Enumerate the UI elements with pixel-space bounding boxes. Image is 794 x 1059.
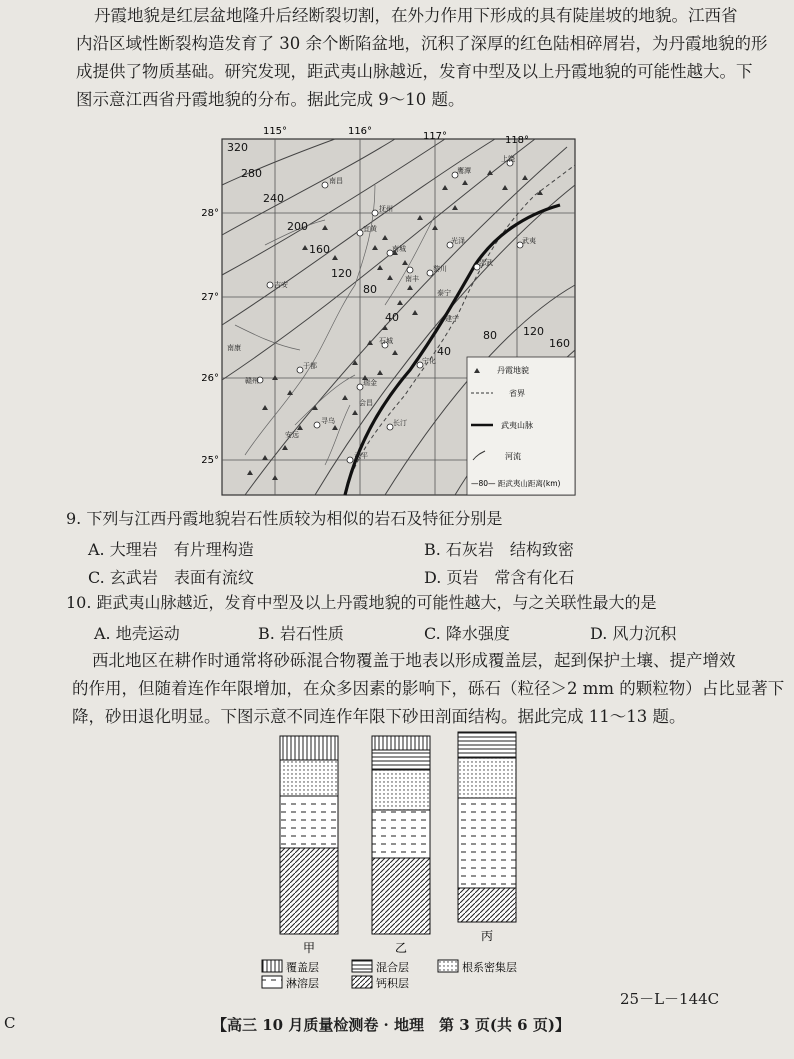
intro-line-3: 成提供了物质基础。研究发现，距武夷山脉越近，发育中型及以上丹霞地貌的可能性越大。下: [76, 62, 753, 81]
place-label: 武夷: [522, 237, 536, 245]
legend-mixed: 混合层: [376, 961, 409, 974]
intro2-line-3: 降，砂田退化明显。下图示意不同连作年限下砂田剖面结构。据此完成 11～13 题。: [72, 707, 686, 726]
place-label: 抚州: [379, 205, 393, 213]
q10-option-d[interactable]: D. 风力沉积: [590, 624, 677, 643]
distance-label: 80: [483, 329, 497, 342]
place-label: 长汀: [393, 419, 407, 427]
place-label: 石城: [379, 337, 393, 345]
legend-wuyi: 武夷山脉: [501, 421, 533, 430]
distance-label: 240: [263, 192, 284, 205]
danxia-distribution-map: [201, 125, 590, 500]
intro-line-2: 内沿区域性断裂构造发育了 30 余个断陷盆地，沉积了深厚的红色陆相碎屑岩，为丹霞地貌的形: [76, 34, 768, 53]
legend-danxia: 丹霞地貌: [497, 366, 529, 375]
distance-label: 320: [227, 141, 248, 154]
distance-label: 280: [241, 167, 262, 180]
distance-label: 40: [385, 311, 399, 324]
lon-label: 118°: [504, 135, 530, 146]
place-label: 寻乌: [321, 417, 335, 425]
place-label: 南城: [392, 245, 406, 253]
legend-calcium: 钙积层: [376, 977, 409, 990]
q9-option-a[interactable]: A. 大理岩 有片理构造: [88, 540, 254, 559]
place-label: 安远: [285, 431, 299, 439]
lat-label: 28°: [201, 208, 219, 219]
distance-label: 160: [549, 337, 570, 350]
place-label: 宁化: [422, 357, 436, 365]
place-label: 邵武: [479, 259, 493, 267]
intro2-line-1: 西北地区在耕作时通常将砂砾混合物覆盖于地表以形成覆盖层，起到保护土壤、提产增效: [92, 651, 736, 670]
footer-left-mark: C: [4, 1014, 16, 1032]
distance-label: 160: [309, 243, 330, 256]
place-label: 鹰潭: [457, 167, 471, 175]
q9-option-c[interactable]: C. 玄武岩 表面有流纹: [88, 568, 254, 587]
q10-stem: 10. 距武夷山脉越近，发育中型及以上丹霞地貌的可能性越大，与之关联性最大的是: [66, 593, 657, 612]
lat-label: 26°: [201, 373, 219, 384]
q10-option-a[interactable]: A. 地壳运动: [94, 624, 180, 643]
q9-option-d[interactable]: D. 页岩 常含有化石: [424, 568, 575, 587]
place-label: 光泽: [451, 237, 465, 245]
place-label: 泰宁: [437, 289, 451, 297]
sand-field-profile-diagram: [250, 728, 550, 990]
footer-title: 【高三 10 月质量检测卷 · 地理 第 3 页(共 6 页)】: [212, 1016, 570, 1034]
q10-option-c[interactable]: C. 降水强度: [424, 624, 510, 643]
place-label: 上饶: [501, 155, 515, 163]
distance-label: 120: [523, 325, 544, 338]
distance-label: 80: [363, 283, 377, 296]
legend-leach: 淋溶层: [286, 977, 319, 990]
place-label: 赣州: [245, 377, 259, 385]
legend-distance: —80— 距武夷山距离(km): [471, 479, 561, 488]
intro-line-1: 丹霞地貌是红层盆地隆升后经断裂切割，在外力作用下形成的具有陡崖坡的地貌。江西省: [94, 6, 738, 25]
place-label: 于都: [303, 362, 317, 370]
place-label: 武平: [354, 452, 368, 460]
place-label: 吉安: [274, 281, 288, 289]
place-label: 南昌: [329, 177, 343, 185]
distance-label: 40: [437, 345, 451, 358]
distance-label: 120: [331, 267, 352, 280]
lon-label: 116°: [347, 126, 373, 137]
profile-label: 甲: [302, 941, 316, 955]
place-label: 南康: [227, 344, 241, 352]
place-label: 宜黄: [363, 225, 377, 233]
q9-option-b[interactable]: B. 石灰岩 结构致密: [424, 540, 574, 559]
place-label: 南丰: [405, 275, 419, 283]
q9-stem: 9. 下列与江西丹霞地貌岩石性质较为相似的岩石及特征分别是: [66, 509, 503, 528]
lon-label: 117°: [422, 131, 448, 142]
place-label: 建宁: [445, 315, 459, 323]
intro-line-4: 图示意江西省丹霞地貌的分布。据此完成 9～10 题。: [76, 90, 465, 109]
place-label: 会昌: [359, 399, 373, 407]
place-label: 黎川: [433, 265, 447, 273]
profile-legend: [262, 960, 517, 990]
place-label: 瑞金: [363, 379, 377, 387]
legend-cover: 覆盖层: [286, 961, 319, 974]
q10-option-b[interactable]: B. 岩石性质: [258, 624, 344, 643]
footer-code: 25－L－144C: [620, 990, 720, 1008]
lat-label: 25°: [201, 455, 219, 466]
intro2-line-2: 的作用，但随着连作年限增加，在众多因素的影响下，砾石（粒径＞2 mm 的颗粒物）占比显著下: [72, 679, 785, 698]
legend-province: 省界: [509, 389, 525, 398]
profile-label: 丙: [480, 929, 494, 943]
map-legend: [467, 357, 575, 495]
distance-label: 200: [287, 220, 308, 233]
legend-root: 根系密集层: [462, 961, 517, 974]
lon-label: 115°: [262, 126, 288, 137]
lat-label: 27°: [201, 292, 219, 303]
legend-river: 河流: [505, 452, 521, 461]
profile-label: 乙: [394, 941, 408, 955]
